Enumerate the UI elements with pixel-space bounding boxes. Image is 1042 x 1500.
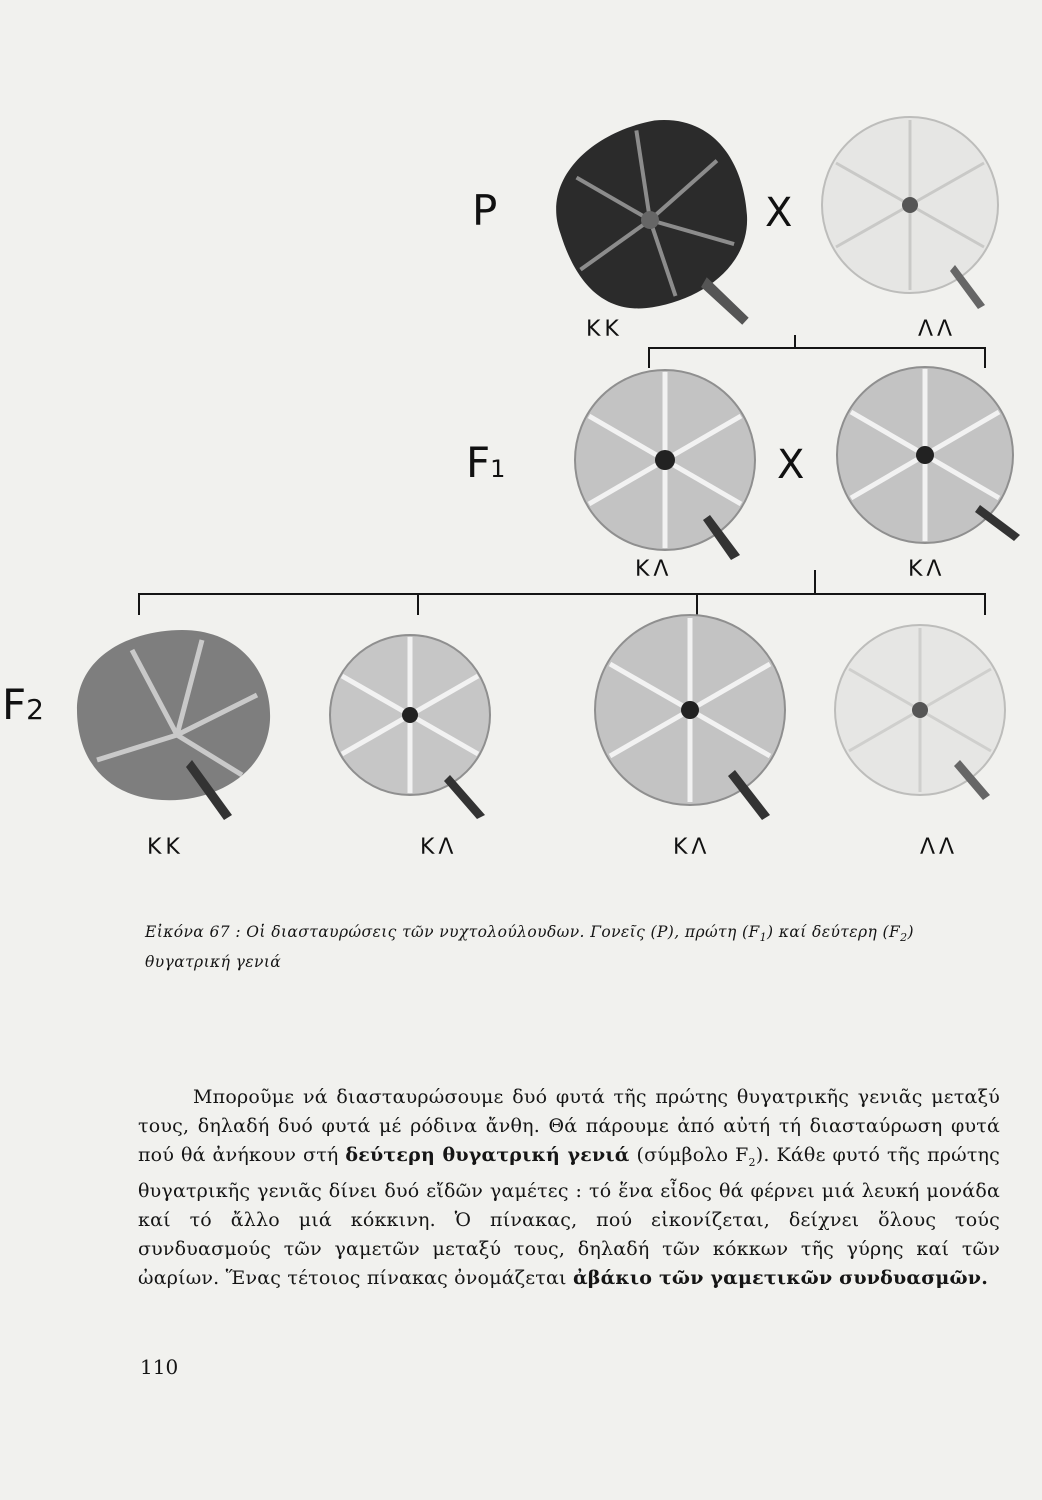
f2-genotype-3: ΚΛ	[673, 835, 711, 860]
caption-sub-2: 2	[900, 931, 908, 945]
paragraph-bold-2: ἀβάκιο τῶν γαμετικῶν συνδυασμῶν.	[572, 1266, 989, 1289]
page-number: 110	[140, 1355, 179, 1379]
f2-white-flower	[835, 625, 1005, 800]
paragraph-part-2: (σύμβολο F	[636, 1144, 749, 1166]
p-generation-label: P	[472, 186, 498, 235]
cross-symbol-p: X	[765, 190, 793, 236]
f1-generation-label	[466, 438, 505, 487]
f1-right-genotype: ΚΛ	[908, 557, 946, 582]
paragraph-bold-1: δεύτερη θυγατρική γενιά	[345, 1144, 630, 1166]
caption-text-a: : Οἱ διασταυρώσεις τῶν νυχτολούλουδων. Γονεῖς (P), πρώτη (F	[235, 923, 760, 941]
p-red-flower	[538, 102, 777, 364]
p-right-genotype: ΛΛ	[918, 317, 957, 342]
f2-subscript: 2	[26, 693, 44, 726]
f2-red-flower	[77, 630, 270, 820]
caption-text-c: ) θυγατρική γενιά	[145, 923, 914, 972]
paragraph-part-3: ). Κάθε φυτό τῆς πρώτης θυγατρικῆς γενιᾶς δίνει δυό εἴδῶν γαμέτες : τό ἕνα εἶδος θά φέρνει μιά λευκή μονάδα καί τό ἄλλο μιά κόκκινη. Ὁ πίνακας, πού εἰκονίζεται, δείχνει ὅλους τούς συνδυασμούς τῶν γαμετῶν μεταξύ τους, δηλαδή τῶν κόκκων τῆς γύρης καί τῶν ὠαρίων. Ἕνας τέτοιος πίνακας ὀνομάζεται	[138, 1144, 1000, 1289]
caption-sub-1: 1	[759, 931, 768, 945]
p-left-genotype: ΚΚ	[586, 317, 623, 342]
f1-left-genotype: ΚΛ	[635, 557, 673, 582]
paragraph-part-1: Μποροῦμε νά διασταυρώσουμε δυό φυτά τῆς πρώτης θυγατρικῆς γενιᾶς μεταξύ τους, δηλαδή δυό φυτά μέ ρόδινα ἄνθη. Θά πάρουμε ἀπό αὐτή τή διασταύρωση φυτά πού θά ἀνήκουν στή	[138, 1086, 1000, 1166]
cross-symbol-f1: X	[777, 442, 805, 488]
f2-pink-flower-1	[330, 635, 490, 819]
f1-letter: F	[466, 438, 491, 487]
caption-figure-label: Εἰκόνα 67	[145, 923, 231, 941]
f2-letter: F	[2, 680, 27, 729]
f2-generation-label	[2, 680, 44, 729]
main-paragraph	[138, 1083, 1000, 1293]
paragraph-sub: 2	[748, 1155, 756, 1169]
p-white-flower	[822, 117, 998, 309]
f1-pink-flower-right	[837, 367, 1020, 543]
figure-caption	[145, 920, 990, 975]
f1-subscript: 1	[490, 455, 506, 483]
f2-genotype-2: ΚΛ	[420, 835, 458, 860]
f2-pink-flower-2	[595, 615, 785, 820]
f2-genotype-1: ΚΚ	[147, 835, 184, 860]
f2-connector-bracket	[139, 570, 985, 615]
f2-genotype-4: ΛΛ	[920, 835, 959, 860]
f1-pink-flower-left	[575, 370, 755, 560]
caption-text-b: ) καί δεύτερη (F	[767, 923, 901, 941]
